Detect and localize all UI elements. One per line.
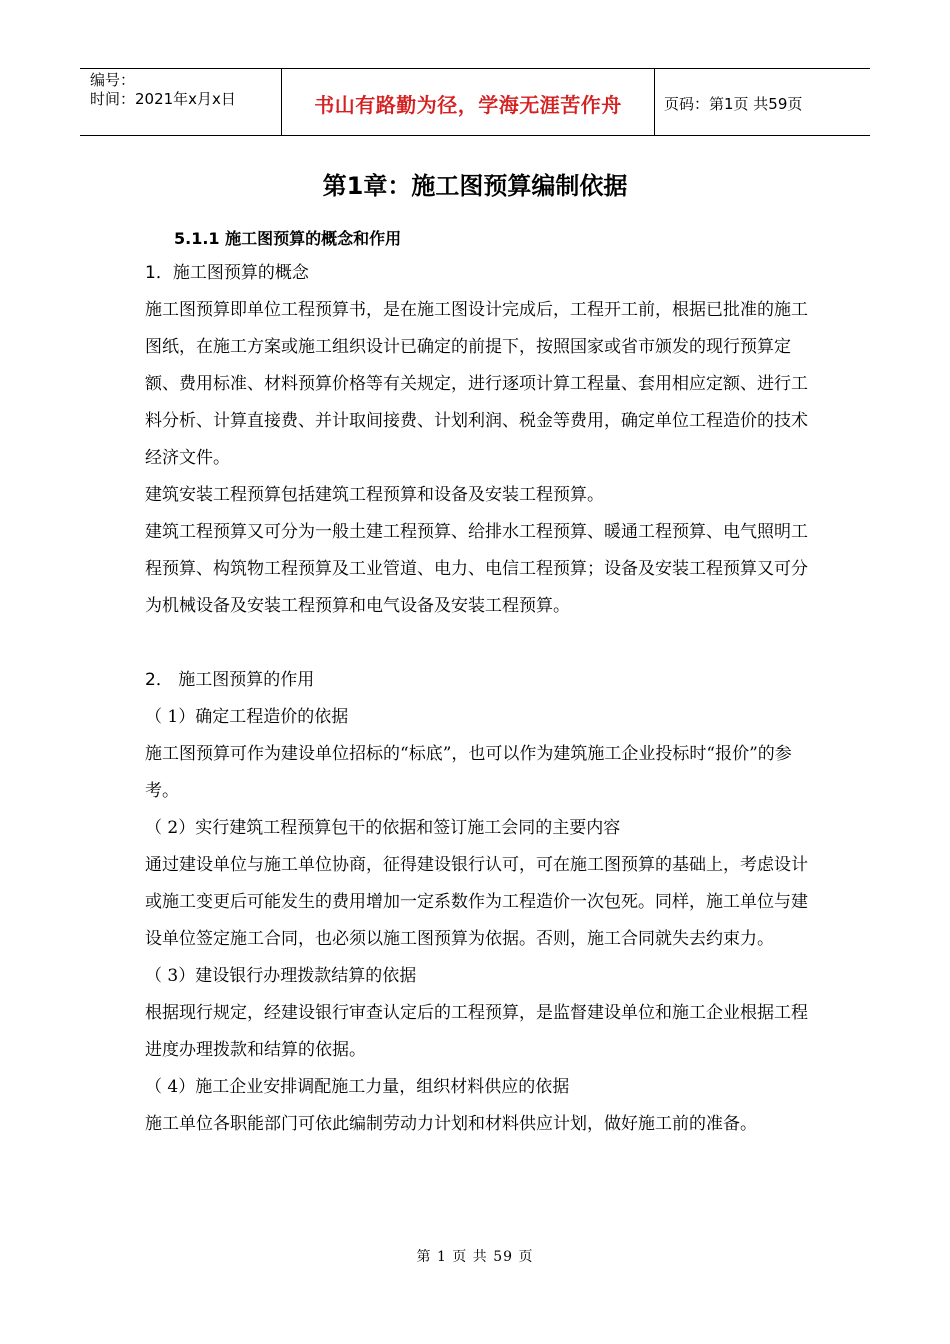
header-page-info: 页码：第1页 共59页 [664, 95, 803, 113]
subheading-function: 2． 施工图预算的作用 [145, 670, 315, 690]
paragraph-item-3: 根据现行规定，经建设银行审查认定后的工程预算，是监督建设单位和施工企业根据工程进度办理拨款和结算的依据。 [145, 1003, 808, 1060]
page-header [80, 68, 870, 136]
list-item-3: （ 3）建设银行办理拨款结算的依据 [145, 966, 417, 986]
header-left-cell [90, 71, 236, 109]
paragraph-item-1: 施工图预算可作为建设单位招标的“标底”，也可以作为建筑施工企业投标时“报价”的参考。 [145, 744, 792, 801]
list-item-4: （ 4）施工企业安排调配施工力量，组织材料供应的依据 [145, 1077, 570, 1097]
document-body [145, 255, 815, 1143]
paragraph-spacer [145, 625, 815, 662]
header-divider-right [654, 69, 655, 135]
list-item-1: （ 1）确定工程造价的依据 [145, 707, 349, 727]
paragraph-composition: 建筑安装工程预算包括建筑工程预算和设备及安装工程预算。 [145, 485, 604, 505]
paragraph-classification: 建筑工程预算又可分为一般土建工程预算、给排水工程预算、暖通工程预算、电气照明工程预算、构筑物工程预算及工业管道、电力、电信工程预算；设备及安装工程预算又可分为机械设备及安装工程预算和电气设备及安装工程预算。 [145, 522, 808, 616]
code-label: 编号： [90, 71, 136, 89]
time-label: 时间：2021年x月x日 [90, 90, 236, 108]
subheading-concept: 1．施工图预算的概念 [145, 263, 309, 283]
page-footer: 第 1 页 共 59 页 [416, 1249, 534, 1265]
header-motto: 书山有路勤为径，学海无涯苦作舟 [314, 93, 622, 117]
chapter-title: 第1章：施工图预算编制依据 [322, 172, 628, 200]
paragraph-definition: 施工图预算即单位工程预算书，是在施工图设计完成后，工程开工前，根据已批准的施工图纸，在施工方案或施工组织设计已确定的前提下，按照国家或省市颁发的现行预算定额、费用标准、材料预算价格等有关规定，进行逐项计算工程量、套用相应定额、进行工料分析、计算直接费、并计取间接费、计划利润、税金等费用，确定单位工程造价的技术经济文件。 [145, 300, 808, 468]
list-item-2: （ 2）实行建筑工程预算包干的依据和签订施工会同的主要内容 [145, 818, 621, 838]
paragraph-item-4: 施工单位各职能部门可依此编制劳动力计划和材料供应计划，做好施工前的准备。 [145, 1114, 757, 1134]
section-title: 5.1.1 施工图预算的概念和作用 [174, 229, 402, 248]
paragraph-item-2: 通过建设单位与施工单位协商，征得建设银行认可，可在施工图预算的基础上，考虑设计或施工变更后可能发生的费用增加一定系数作为工程造价一次包死。同样，施工单位与建设单位签定施工合同，也必须以施工图预算为依据。否则，施工合同就失去约束力。 [145, 855, 808, 949]
